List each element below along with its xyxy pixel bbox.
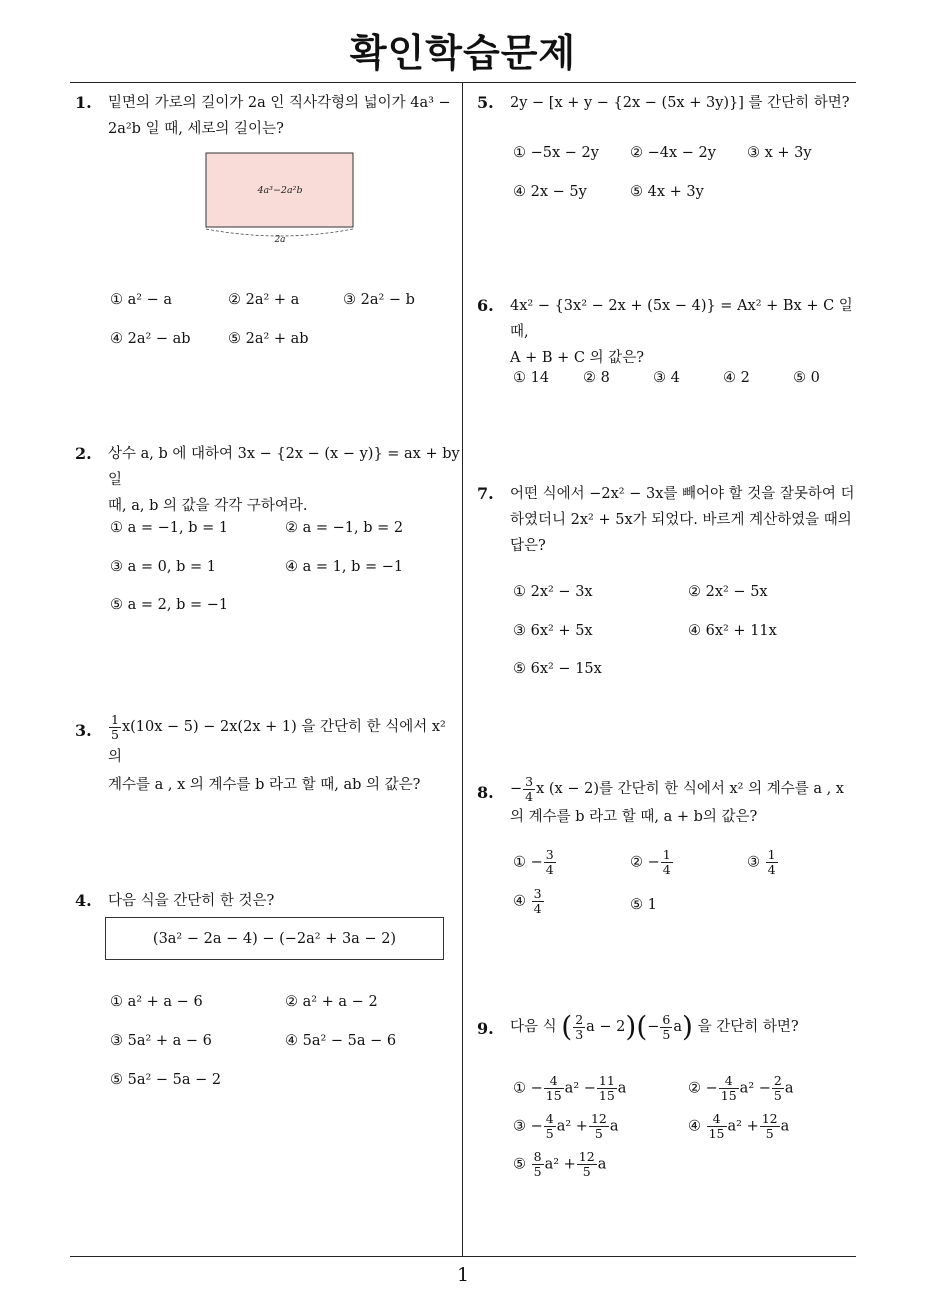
fraction-numerator: 4: [545, 1111, 554, 1126]
question-text-line: A + B + C 의 값은?: [510, 350, 644, 366]
option-mark: ②: [688, 1080, 701, 1097]
expression-paren: ): [625, 1010, 637, 1043]
fraction-numerator: 11: [598, 1073, 615, 1088]
answer-option[interactable]: ① 14: [513, 370, 550, 386]
question-number: 5.: [477, 93, 494, 112]
expression-paren: (: [636, 1010, 648, 1043]
fraction: [109, 713, 121, 742]
fraction-denominator: 3: [575, 1026, 584, 1042]
question-text-line: 다음 식을 간단히 한 것은?: [108, 893, 275, 909]
fraction-denominator: 5: [545, 1126, 554, 1141]
question-number: 1.: [75, 93, 92, 112]
option-mark: ③: [747, 854, 760, 871]
question-text-line: 때, a, b 의 값을 각각 구하여라.: [108, 498, 308, 514]
answer-option[interactable]: ③ 6x² + 5x: [513, 623, 593, 639]
fraction: [589, 1112, 609, 1141]
question-6: [477, 293, 862, 371]
question-number: 6.: [477, 296, 494, 315]
fraction-denominator: 5: [111, 726, 119, 742]
fraction: [544, 1112, 556, 1141]
answer-option[interactable]: ③ x + 3y: [747, 145, 812, 161]
option-sign: −: [530, 1080, 543, 1097]
question-number: 3.: [75, 721, 92, 740]
option-value: 1: [647, 897, 657, 913]
fraction-numerator: 1: [111, 711, 119, 727]
option-mark: ④: [688, 1118, 701, 1135]
question-number: 2.: [75, 444, 92, 463]
answer-option[interactable]: ② a² + a − 2: [285, 994, 378, 1010]
question-5: [477, 90, 862, 116]
area-label: 4a³−2a²b: [257, 185, 303, 196]
fraction-numerator: 2: [773, 1073, 782, 1088]
option-mark: ②: [630, 854, 643, 871]
option-term: a: [617, 1080, 627, 1097]
option-term: a² +: [556, 1118, 588, 1135]
answer-option[interactable]: ④ 2: [723, 370, 750, 386]
fraction-denominator: 4: [545, 862, 554, 877]
fraction: [707, 1112, 727, 1141]
page-number: 1: [456, 1264, 470, 1286]
option-term: a² −: [564, 1080, 596, 1097]
page-title: 확인학습문제: [349, 31, 577, 75]
option-term: a: [784, 1080, 794, 1097]
question-text-line: 4x² − {3x² − 2x + (5x − 4)} = Ax² + Bx + C 일 때,: [510, 298, 853, 340]
question-1: [75, 90, 460, 142]
fraction-numerator: 1: [662, 847, 671, 862]
fraction: [772, 1074, 784, 1103]
option-term: a² −: [739, 1080, 771, 1097]
option-mark: ③: [513, 1118, 526, 1135]
fraction-denominator: 15: [708, 1126, 725, 1141]
answer-option[interactable]: ⑤ 5a² − 5a − 2: [110, 1072, 222, 1088]
question-text-line: 어떤 식에서 −2x² − 3x를 빼어야 할 것을 잘못하여 더: [510, 486, 855, 502]
option-mark: ①: [513, 854, 526, 871]
fraction-denominator: 5: [594, 1126, 603, 1141]
expression-paren: ): [682, 1010, 693, 1043]
question-text-line: 계수를 a , x 의 계수를 b 라고 할 때, ab 의 값은?: [108, 777, 421, 793]
answer-option[interactable]: ⑤ a = 2, b = −1: [110, 597, 229, 613]
answer-option[interactable]: ④ a = 1, b = −1: [285, 559, 404, 575]
question-number: 4.: [75, 891, 92, 910]
fraction-denominator: 5: [773, 1088, 782, 1103]
answer-option[interactable]: ⑤ 2a² + ab: [228, 331, 309, 347]
question-text-line: 의 계수를 b 라고 할 때, a + b의 값은?: [510, 809, 758, 825]
base-label: 2a: [274, 235, 286, 245]
answer-option[interactable]: [513, 887, 545, 916]
fraction: [544, 848, 556, 877]
fraction: [532, 1150, 544, 1179]
fraction-numerator: 1: [767, 847, 776, 862]
question-number: 7.: [477, 484, 494, 503]
question-text-line: 상수 a, b 에 대하여 3x − {2x − (x − y)} = ax + by 일: [108, 446, 460, 488]
answer-option[interactable]: ⑤ 4x + 3y: [630, 184, 704, 200]
answer-option[interactable]: ⑤ 0: [793, 370, 820, 386]
question-text-line: 2y − [x + y − {2x − (5x + 3y)}] 를 간단히 하면?: [510, 95, 850, 111]
bottom-rule: [70, 1256, 856, 1257]
answer-option[interactable]: ④ 2a² − ab: [110, 331, 191, 347]
answer-option[interactable]: [630, 848, 674, 877]
answer-option[interactable]: ③ 5a² + a − 6: [110, 1033, 212, 1049]
answer-option[interactable]: ① −5x − 2y: [513, 145, 599, 161]
fraction: [661, 848, 673, 877]
fraction-numerator: 4: [707, 1112, 727, 1127]
question-text: 을 간단히 하면?: [697, 1019, 799, 1035]
option-term: a: [609, 1118, 619, 1135]
answer-option[interactable]: ② a = −1, b = 2: [285, 520, 404, 536]
question-number: 8.: [477, 783, 494, 802]
fraction: [760, 1112, 780, 1141]
question-text-line: [75, 712, 460, 772]
question-text-line: [477, 1010, 862, 1044]
option-term: a: [780, 1118, 790, 1135]
option-mark: ⑤: [513, 1156, 526, 1173]
expression-term: a − 2: [586, 1019, 626, 1035]
fraction-numerator: 3: [545, 847, 554, 862]
fraction: [766, 848, 778, 877]
answer-option[interactable]: ③ a = 0, b = 1: [110, 559, 216, 575]
fraction: [719, 1074, 739, 1103]
fraction-denominator: 4: [767, 862, 776, 877]
option-mark: ④: [513, 893, 526, 910]
option-term: a² +: [544, 1156, 576, 1173]
fraction: [532, 887, 544, 916]
option-term: a² +: [727, 1118, 759, 1135]
answer-option[interactable]: ② 2a² + a: [228, 292, 300, 308]
answer-option[interactable]: ① a = −1, b = 1: [110, 520, 229, 536]
question-text: 다음 식: [510, 1019, 557, 1035]
fraction-denominator: 5: [662, 1026, 671, 1042]
fraction: [577, 1150, 597, 1179]
answer-option[interactable]: ① 2x² − 3x: [513, 584, 593, 600]
fraction-denominator: 15: [598, 1088, 615, 1103]
answer-option[interactable]: [688, 1112, 789, 1141]
answer-option[interactable]: ② 8: [583, 370, 610, 386]
top-rule: [70, 82, 856, 83]
option-sign: −: [647, 854, 660, 871]
fraction-denominator: 4: [525, 788, 534, 804]
question-text-line: 2a²b 일 때, 세로의 길이는?: [108, 121, 284, 137]
answer-option[interactable]: [513, 848, 557, 877]
answer-option[interactable]: ① a² + a − 6: [110, 994, 203, 1010]
question-2: [75, 441, 460, 519]
fraction: [544, 1074, 564, 1103]
option-mark: ⑤: [630, 897, 643, 913]
fraction-denominator: 5: [582, 1164, 591, 1179]
question-text-line: [477, 774, 862, 804]
fraction-numerator: 12: [761, 1111, 778, 1126]
answer-option[interactable]: ③ 4: [653, 370, 680, 386]
option-sign: −: [705, 1080, 718, 1097]
question-8: [477, 774, 862, 830]
minus-sign: −: [510, 781, 523, 797]
expression-paren: (: [561, 1010, 573, 1043]
fraction-numerator: 4: [544, 1074, 564, 1089]
fraction-numerator: 8: [533, 1149, 542, 1164]
fraction-numerator: 12: [590, 1111, 607, 1126]
fraction-numerator: 3: [525, 773, 534, 789]
answer-option[interactable]: ⑤ 6x² − 15x: [513, 661, 602, 677]
fraction-denominator: 15: [720, 1088, 737, 1103]
question-text-line: 밑면의 가로의 길이가 2a 인 직사각형의 넓이가 4a³ −: [108, 95, 451, 111]
fraction: [523, 775, 535, 804]
answer-option[interactable]: ③ 2a² − b: [343, 292, 415, 308]
answer-option[interactable]: [513, 1150, 606, 1179]
answer-option[interactable]: ④ 5a² − 5a − 6: [285, 1033, 397, 1049]
answer-option[interactable]: [513, 1074, 626, 1103]
fraction-numerator: 6: [662, 1011, 671, 1027]
answer-option[interactable]: ④ 2x − 5y: [513, 184, 587, 200]
question-text: x(10x − 5) − 2x(2x + 1) 을 간단히 한 식에서 x² 의: [108, 719, 446, 765]
answer-option[interactable]: ② 2x² − 5x: [688, 584, 768, 600]
option-sign: −: [530, 854, 543, 871]
option-term: a: [597, 1156, 607, 1173]
fraction: [597, 1074, 617, 1103]
answer-option[interactable]: [630, 897, 657, 913]
answer-option[interactable]: [513, 1112, 619, 1141]
question-text: x (x − 2)를 간단히 한 식에서 x² 의 계수를 a , x: [536, 781, 844, 797]
answer-option[interactable]: ① a² − a: [110, 292, 173, 308]
fraction-denominator: 15: [545, 1088, 562, 1103]
rectangle-figure: [200, 150, 360, 246]
question-text-line: 하였더니 2x² + 5x가 되었다. 바르게 계산하였을 때의: [510, 512, 852, 528]
answer-option[interactable]: [747, 848, 779, 877]
fraction-denominator: 5: [533, 1164, 542, 1179]
answer-option[interactable]: ④ 6x² + 11x: [688, 623, 777, 639]
fraction-denominator: 4: [662, 862, 671, 877]
option-sign: −: [530, 1118, 543, 1135]
fraction-denominator: 4: [533, 901, 542, 916]
question-3: [75, 712, 460, 798]
answer-option[interactable]: [688, 1074, 794, 1103]
fraction-numerator: 2: [575, 1011, 584, 1027]
fraction-numerator: 4: [719, 1074, 739, 1089]
column-divider: [462, 83, 463, 1256]
expression-term: a: [673, 1019, 683, 1035]
question-9: [477, 1010, 862, 1044]
question-4: [75, 888, 460, 914]
expression-box: (3a² − 2a − 4) − (−2a² + 3a − 2): [105, 917, 444, 960]
fraction-denominator: 5: [765, 1126, 774, 1141]
option-mark: ①: [513, 1080, 526, 1097]
answer-option[interactable]: ② −4x − 2y: [630, 145, 716, 161]
fraction-numerator: 12: [578, 1149, 595, 1164]
question-text-line: 답은?: [510, 538, 546, 554]
question-7: [477, 481, 862, 559]
expression-term: −: [647, 1019, 660, 1035]
question-number: 9.: [477, 1019, 494, 1038]
fraction: [660, 1013, 672, 1042]
fraction-numerator: 3: [533, 886, 542, 901]
fraction: [573, 1013, 585, 1042]
